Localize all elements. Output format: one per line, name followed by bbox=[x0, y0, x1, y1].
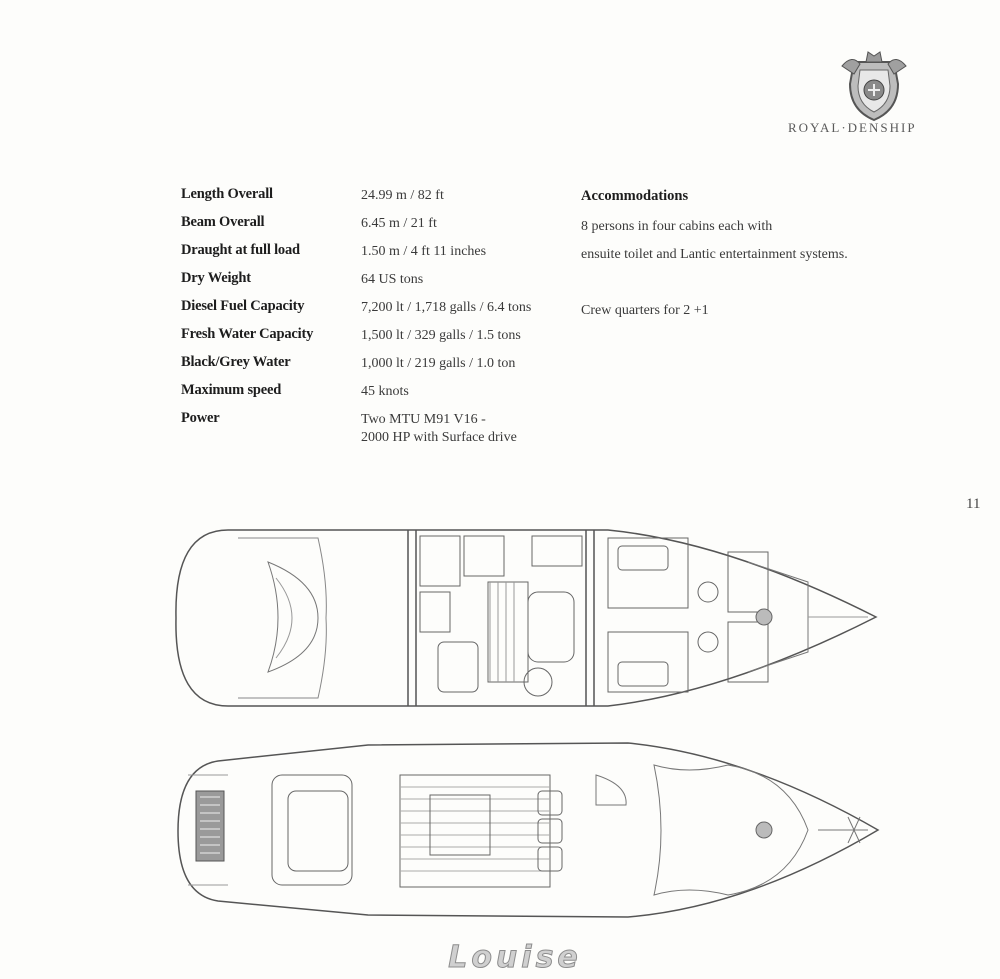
spec-value: 64 US tons bbox=[361, 272, 424, 287]
spec-value: 24.99 m / 82 ft bbox=[361, 188, 444, 203]
spec-value: 6.45 m / 21 ft bbox=[361, 216, 437, 231]
spec-label: Draught at full load bbox=[181, 242, 300, 258]
spec-value: 7,200 lt / 1,718 galls / 6.4 tons bbox=[361, 300, 532, 315]
spec-value: 1,500 lt / 329 galls / 1.5 tons bbox=[361, 328, 521, 343]
accommodations-line: ensuite toilet and Lantic entertainment systems. bbox=[581, 247, 848, 262]
accommodations-line: 8 persons in four cabins each with bbox=[581, 219, 773, 234]
lower-deck-plan-drawing bbox=[168, 522, 888, 712]
brand-name: ROYAL·DENSHIP bbox=[788, 120, 917, 135]
spec-label: Diesel Fuel Capacity bbox=[181, 298, 305, 314]
model-name-logo: Louise bbox=[448, 940, 582, 975]
spec-value: 45 knots bbox=[361, 384, 409, 399]
spec-label: Fresh Water Capacity bbox=[181, 326, 314, 342]
spec-label: Dry Weight bbox=[181, 270, 251, 286]
spec-value: 1.50 m / 4 ft 11 inches bbox=[361, 244, 487, 259]
spec-label: Beam Overall bbox=[181, 214, 265, 230]
spec-label: Length Overall bbox=[181, 186, 273, 202]
spec-value: Two MTU M91 V16 - 2000 HP with Surface drive bbox=[361, 412, 517, 445]
spec-label: Black/Grey Water bbox=[181, 354, 291, 370]
spec-label: Power bbox=[181, 410, 220, 426]
spec-value: 1,000 lt / 219 galls / 1.0 ton bbox=[361, 356, 516, 371]
crew-quarters: Crew quarters for 2 +1 bbox=[581, 303, 709, 318]
accommodations-title: Accommodations bbox=[581, 188, 689, 204]
spec-label: Maximum speed bbox=[181, 382, 282, 398]
page-number: 11 bbox=[966, 496, 981, 512]
crest-emblem-icon bbox=[838, 44, 910, 126]
upper-deck-plan-drawing bbox=[168, 735, 888, 925]
accommodations-section bbox=[581, 188, 901, 325]
